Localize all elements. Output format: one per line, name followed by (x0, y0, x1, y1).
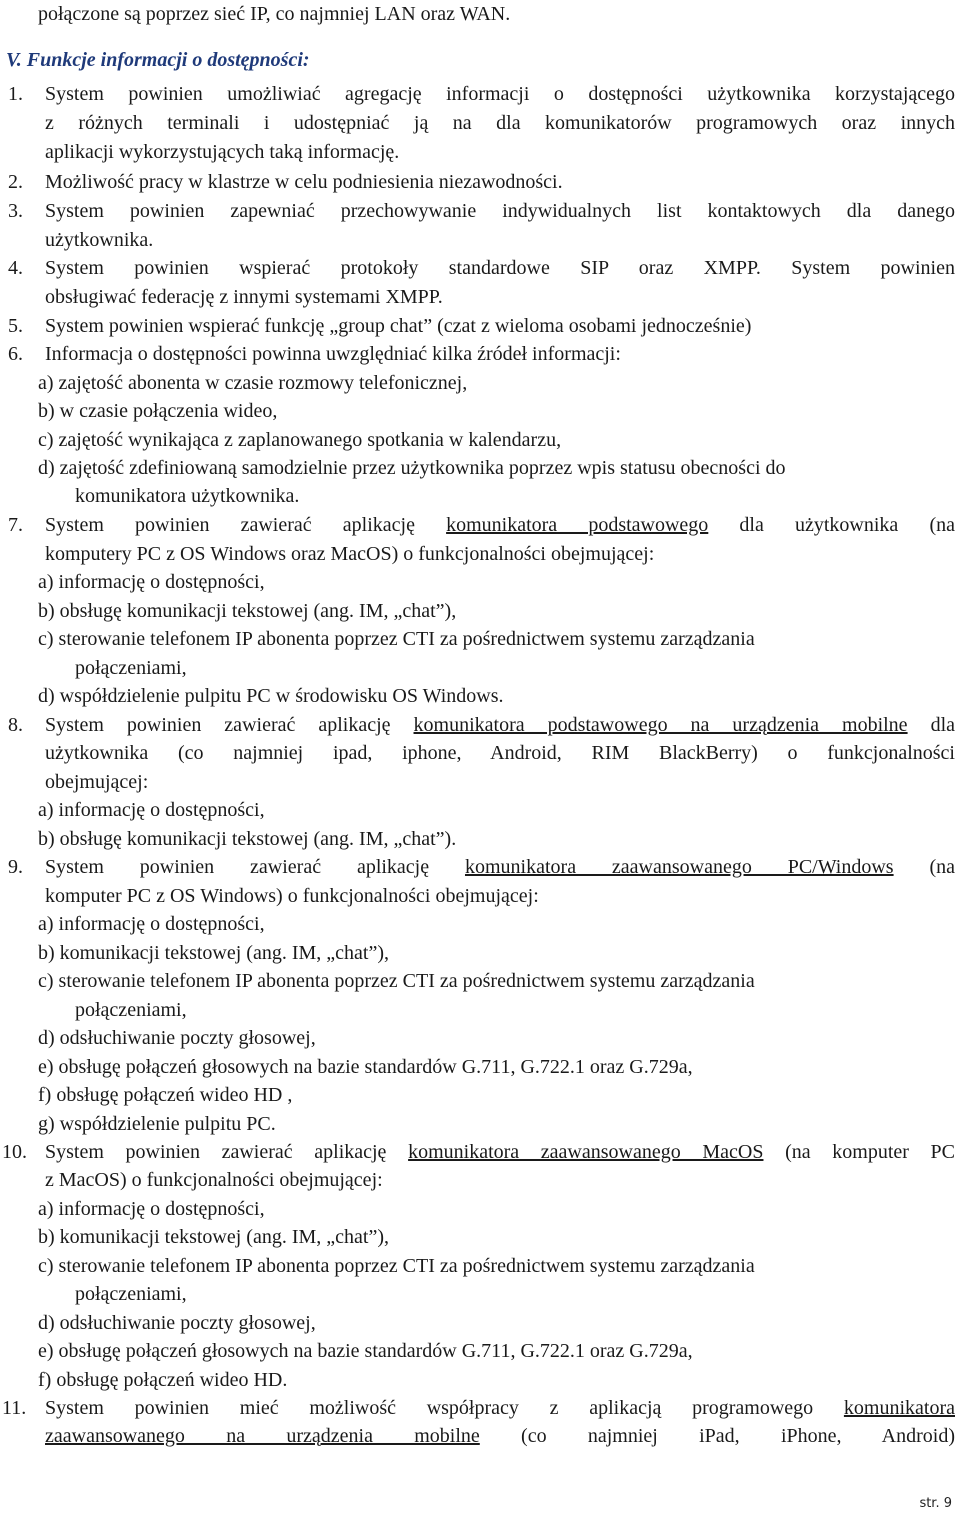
list-item-text: System powinien mieć możliwość współpracy z aplikacją programowego komunikatora (45, 1397, 955, 1419)
sub-item: b) obsługę komunikacji tekstowej (ang. IM, „chat”). (38, 828, 457, 850)
list-item-text: aplikacji wykorzystujących taką informację. (45, 141, 400, 163)
sub-item: a) informację o dostępności, (38, 1198, 265, 1220)
list-item-text: zaawansowanego na urządzenia mobilne (co najmniej iPad, iPhone, Android) (45, 1425, 955, 1447)
sub-item: c) zajętość wynikająca z zaplanowanego spotkania w kalendarzu, (38, 429, 562, 451)
list-item-text: komputery PC z OS Windows oraz MacOS) o funkcjonalności obejmującej: (45, 543, 655, 565)
list-item-text: użytkownika (co najmniej ipad, iphone, Android, RIM BlackBerry) o funkcjonalności (45, 742, 955, 764)
list-item-text: System powinien umożliwiać agregację informacji o dostępności użytkownika korzystającego (45, 83, 955, 105)
product-name-link: komunikatora zaawansowanego PC/Windows (464, 856, 894, 878)
sub-item: e) obsługę połączeń głosowych na bazie standardów G.711, G.722.1 oraz G.729a, (38, 1056, 693, 1078)
list-item-text: Możliwość pracy w klastrze w celu podniesienia niezawodności. (45, 171, 563, 193)
sub-item: a) zajętość abonenta w czasie rozmowy telefonicznej, (38, 372, 468, 394)
sub-item: połączeniami, (75, 1283, 187, 1305)
list-item-text: Informacja o dostępności powinna uwzględniać kilka źródeł informacji: (45, 343, 621, 365)
list-item-text: komputer PC z OS Windows) o funkcjonalności obejmującej: (45, 885, 539, 907)
list-item-text: System powinien zawierać aplikację komunikatora zaawansowanego PC/Windows (na (45, 856, 955, 878)
sub-item: b) w czasie połączenia wideo, (38, 400, 278, 422)
sub-item: połączeniami, (75, 999, 187, 1021)
list-number: 8. (8, 714, 23, 736)
product-name-link: zaawansowanego na urządzenia mobilne (45, 1425, 480, 1447)
list-number: 1. (8, 83, 23, 105)
list-item-text: z różnych terminali i udostępniać ją na dla komunikatorów programowych oraz innych (45, 112, 955, 134)
sub-item: d) odsłuchiwanie poczty głosowej, (38, 1312, 316, 1334)
sub-item: połączeniami, (75, 657, 187, 679)
list-number: 9. (8, 856, 23, 878)
list-number: 3. (8, 200, 23, 222)
sub-item: b) komunikacji tekstowej (ang. IM, „chat”), (38, 942, 389, 964)
sub-item: a) informację o dostępności, (38, 913, 265, 935)
list-number: 5. (8, 315, 23, 337)
sub-item: c) sterowanie telefonem IP abonenta poprzez CTI za pośrednictwem systemu zarządzania (38, 970, 755, 992)
sub-item: c) sterowanie telefonem IP abonenta poprzez CTI za pośrednictwem systemu zarządzania (38, 1255, 755, 1277)
list-item-text: obsługiwać federację z innymi systemami XMPP. (45, 286, 443, 308)
sub-item: d) zajętość zdefiniowaną samodzielnie przez użytkownika poprzez wpis statusu obecności do (38, 457, 786, 479)
product-name-link: komunikatora podstawowego (446, 514, 709, 536)
product-name-link: komunikatora zaawansowanego MacOS (408, 1141, 764, 1163)
list-item-text: System powinien wspierać funkcję „group chat” (czat z wieloma osobami jednocześnie) (45, 315, 752, 337)
list-item-text: z MacOS) o funkcjonalności obejmującej: (45, 1169, 383, 1191)
list-item-text: System powinien zawierać aplikację komunikatora zaawansowanego MacOS (na komputer PC (45, 1141, 956, 1163)
product-name-link: komunikatora podstawowego na urządzenia mobilne (413, 714, 908, 736)
list-item-text: System powinien zawierać aplikację komunikatora podstawowego dla użytkownika (na (45, 514, 955, 536)
sub-item: a) informację o dostępności, (38, 571, 265, 593)
section-heading: V. Funkcje informacji o dostępności: (6, 49, 310, 71)
sub-item: f) obsługę połączeń wideo HD. (38, 1369, 288, 1391)
sub-item: d) współdzielenie pulpitu PC w środowisku OS Windows. (38, 685, 504, 707)
sub-item: f) obsługę połączeń wideo HD , (38, 1084, 293, 1106)
sub-item: b) obsługę komunikacji tekstowej (ang. IM, „chat”), (38, 600, 457, 622)
sub-item: a) informację o dostępności, (38, 799, 265, 821)
list-item-text: obejmującej: (45, 771, 149, 793)
list-number: 4. (8, 257, 23, 279)
sub-item: komunikatora użytkownika. (75, 485, 300, 507)
list-number: 10. (2, 1141, 27, 1163)
sub-item: c) sterowanie telefonem IP abonenta poprzez CTI za pośrednictwem systemu zarządzania (38, 628, 755, 650)
list-number: 11. (2, 1397, 27, 1419)
list-number: 2. (8, 171, 23, 193)
sub-item: g) współdzielenie pulpitu PC. (38, 1113, 276, 1135)
list-item-text: System powinien zawierać aplikację komunikatora podstawowego na urządzenia mobilne dla (45, 714, 956, 736)
list-number: 7. (8, 514, 23, 536)
list-item-text: System powinien wspierać protokoły standardowe SIP oraz XMPP. System powinien (45, 257, 955, 279)
list-number: 6. (8, 343, 23, 365)
product-name-link: komunikatora (843, 1397, 955, 1419)
list-item-text: użytkownika. (45, 229, 154, 251)
sub-item: b) komunikacji tekstowej (ang. IM, „chat”), (38, 1226, 389, 1248)
page-number: str. 9 (919, 1496, 952, 1511)
sub-item: d) odsłuchiwanie poczty głosowej, (38, 1027, 316, 1049)
paragraph-line: połączone są poprzez sieć IP, co najmniej LAN oraz WAN. (38, 3, 511, 25)
list-item-text: System powinien zapewniać przechowywanie indywidualnych list kontaktowych dla danego (45, 200, 955, 222)
sub-item: e) obsługę połączeń głosowych na bazie standardów G.711, G.722.1 oraz G.729a, (38, 1340, 693, 1362)
